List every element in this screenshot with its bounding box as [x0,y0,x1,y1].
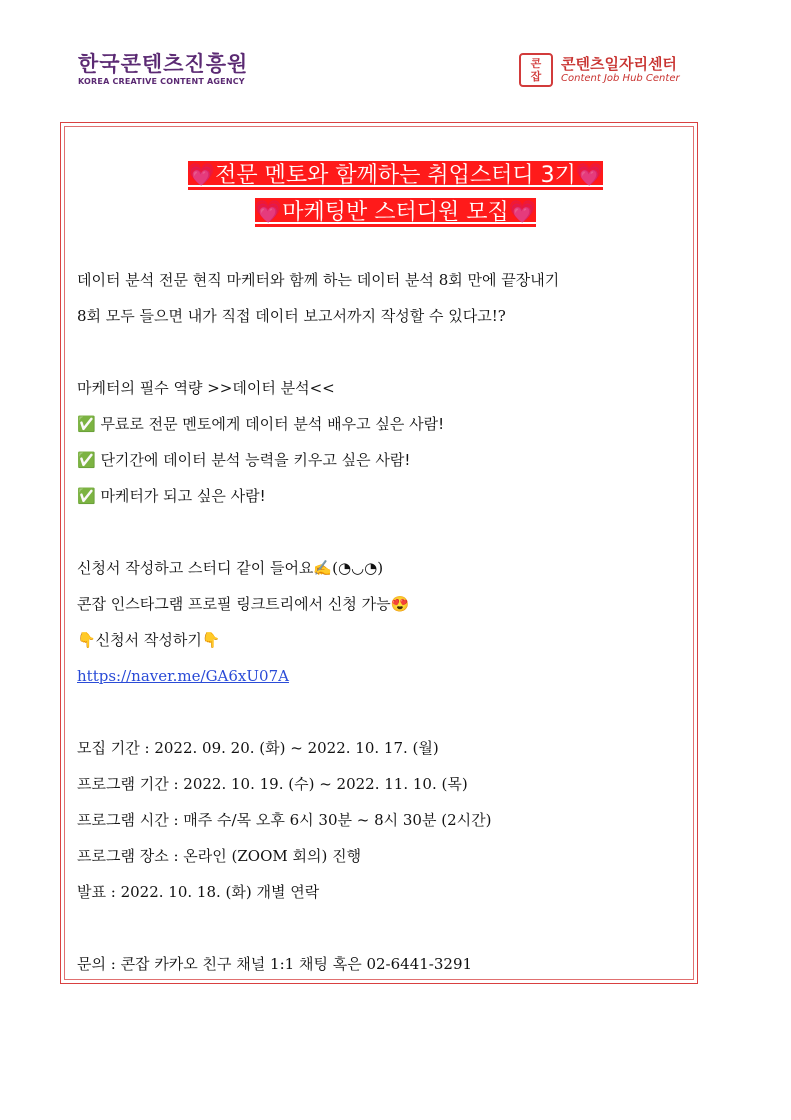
target-item-1: ✅ 무료로 전문 멘토에게 데이터 분석 배우고 싶은 사람! [77,415,445,433]
kocca-logo [78,52,248,86]
job-hub-logo-korean: 콘텐츠일자리센터 [561,55,677,73]
core-skill-line: 마케터의 필수 역량 >>데이터 분석<< [77,379,335,397]
contact-info: 문의 : 콘잡 카카오 친구 채널 1:1 채팅 혹은 02-6441-3291 [77,955,473,973]
page-title [0,160,791,234]
kocca-logo-english: KOREA CREATIVE CONTENT AGENCY [78,77,245,86]
apply-line-1: 신청서 작성하고 스터디 같이 들어요✍(◔◡◔) [77,559,384,577]
content-job-hub-logo [519,53,680,87]
job-hub-logo-english: Content Job Hub Center [561,73,680,84]
intro-line-1: 데이터 분석 전문 현직 마케터와 함께 하는 데이터 분석 8회 만에 끝장내기 [77,271,560,289]
title-line-1: 💗전문 멘토와 함께하는 취업스터디 3기💗 [187,163,604,188]
announcement-date: 발표 : 2022. 10. 18. (화) 개별 연락 [77,883,320,901]
target-item-3: ✅ 마케터가 되고 싶은 사람! [77,487,266,505]
title-line-2: 💗마케팅반 스터디원 모집💗 [254,200,537,225]
announcement-body [77,262,687,982]
conjob-seal-icon: 콘 잡 [519,53,553,87]
program-period: 프로그램 기간 : 2022. 10. 19. (수) ~ 2022. 11. 10. (목) [77,775,468,793]
application-link[interactable]: https://naver.me/GA6xU07A [77,667,289,685]
kocca-logo-korean: 한국콘텐츠진흥원 [78,52,249,76]
program-time: 프로그램 시간 : 매주 수/목 오후 6시 30분 ~ 8시 30분 (2시간) [77,811,492,829]
intro-line-2: 8회 모두 들으면 내가 직접 데이터 보고서까지 작성할 수 있다고!? [77,307,506,325]
apply-line-3: 👇신청서 작성하기👇 [77,631,221,649]
recruit-period: 모집 기간 : 2022. 09. 20. (화) ~ 2022. 10. 17. (월) [77,739,439,757]
program-place: 프로그램 장소 : 온라인 (ZOOM 회의) 진행 [77,847,362,865]
apply-line-2: 콘잡 인스타그램 프로필 링크트리에서 신청 가능😍 [77,595,410,613]
target-item-2: ✅ 단기간에 데이터 분석 능력을 키우고 싶은 사람! [77,451,411,469]
